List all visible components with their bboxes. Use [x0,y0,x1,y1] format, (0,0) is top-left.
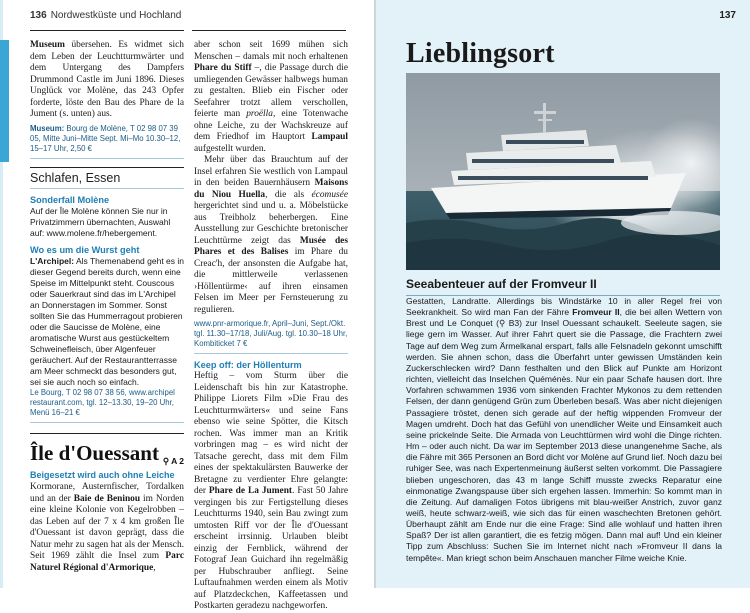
museum-paragraph [30,40,184,121]
left-page-number: 136 [30,10,47,21]
museum-info [30,121,184,159]
island-title [30,433,184,466]
italic-text: proëlla [246,109,273,119]
sub-heading-jument: Keep off: der Höllenturm [194,360,302,370]
bold-text: Phare du Stiff [194,63,252,73]
island-title-text: Île d'Ouessant [30,441,159,466]
text: aufgestellt wurden. [194,143,266,154]
island-text: im Norden eine kleine Kolonie von Kegelrobben – das Leben auf der 7 x 4 km großen Île d'Ouessant ist davon geprägt, dass die Natur mehr zu sagen hat als der Mensch. Seit 1969 zählt die Insel zum [30,493,184,562]
text: . Fast 50 Jahre vergingen bis zur Fertigstellung dieses Leuchtturms 1940, sein Bau zwingt zum umtosten Riff vor der Île d'Ouessant erscheint irrsinnig. Urlauben bleibt einzig der Fernblick, während der Fotograf Jean Guichard ihn regelmäßig per Hubschrauber anfliegt. Seine Luftaufnahmen werden einem als Motiv auf Platzdeckchen, Kaffeetassen und Postkarten geradezu nachgeworfen. [194,486,348,612]
ferry-text-part: Gestatten, Landratte. Allerdings bis Windstärke 10 in aller Regel frei von Seekrankheit. So wird man Fan der Fähre [406,296,722,318]
sub-heading-sausage: Wo es um die Wurst geht [30,244,140,255]
museum-info-text: Bourg de Molène, T 02 98 07 39 05, Mitte Juni–Mitte Sept. Mi–Mo 10.30–12, 15–17 Uhr, 2,50 € [30,123,181,153]
museum-phares-paragraph [194,155,348,316]
text: Heftig – vom Sturm über die Leidenschaft bis hin zur Katastrophe. Philippe Liorets Film »Die Frau des Leuchtturmwärters« und seine Fans ebenso wie seine Spötter, die Kitsch rochen. Was immer man an Kritik vorbringen mag – es wird nicht der Tatsache gerecht, dass mit dem Film eines der spektakulärsten Bauwerke der Bretagne zu verdienter Ehre gelangte: der [194,371,348,497]
museum-lead: Museum [30,40,65,50]
bold-text: Maisons du Niou Huella [194,178,348,200]
archipel-text [30,256,184,388]
text: , eine Totenwache ohne Leiche, zu der Wachskreuze auf dem Friedhof im Hauptort [194,109,348,142]
left-column-b [194,40,348,613]
ferry-text [406,296,722,564]
museum-info-label: Museum: [30,123,65,133]
left-column-a [30,40,184,574]
ferry-heading: Seeabenteuer auf der Fromveur II [406,277,720,296]
molene-text: Auf der Île Molène können Sie nur in Privatzimmern übernachten, Auswahl auf: www.molene.fr/hebergement. [30,205,171,238]
bold-text: Phare de La Jument [208,486,293,497]
bold-text: Lampaul [311,132,348,142]
sub-heading-molene: Sonderfall Molène [30,194,110,205]
italic-text: écomusée [311,189,348,200]
island-bold: Baie de Beninou [73,493,141,504]
map-ref-icon: ⚲ A 2 [162,456,184,467]
left-chapter-title: Nordwestküste und Hochland [50,10,182,21]
bold-text: Musée des Phares et des Balises [194,235,348,257]
text: , die als [265,189,312,200]
archipel-info: Le Bourg, T 02 98 07 38 56, www.archipel restaurant.com, tgl. 12–13.30, 19–20 Uhr, Menü 16–21 € [30,388,184,423]
island-text: Kormorane, Austernfischer, Tordalken und an der [30,482,184,504]
ferry-in-heavy-sea-photo [406,73,720,270]
ferry-name: Fromveur II [572,307,620,318]
text: aber schon seit 1699 mühen sich Menschen – damals mit noch erhaltenen [194,40,348,62]
text: Mehr über das Brauchtum auf der Insel erfahren Sie westlich von Lampaul in den beiden Bauernhäusern [194,155,348,188]
right-page-number: 137 [719,10,736,21]
left-running-head [30,10,181,21]
island-text: , [153,562,156,573]
favorite-place-title: Lieblingsort [406,38,555,69]
archipel-lead: L'Archipel: [30,256,75,267]
text: im Phare du Creac'h, der ansonsten die Aufgabe hat, die mittlerweile verlassenen ›Höllentürme‹ auf ihren einsamen Felsen im Meer per Fernsteuerung zu regulieren. [194,247,348,315]
left-page [0,0,374,612]
archipel-body: Als Themenabend geht es in dieser Gegend bereits durch, wenn eine Speise im Mittelpunkt steht. Couscous oder Sauerkraut sind das im L'Archipel an Donnerstagen im Sommer. Sonst sollten Sie das Hummerragout probieren oder die Saucisse de Molène, eine aromatische Wurst aus gestückeltem Schweinefleisch, über Algenfeuer geräuchert. Auf der Restaurantterrasse am Meer schmeckt das besonders gut, sei sie auch noch so einfach. [30,256,185,388]
museum-text: übersehen. Es widmet sich dem Leben der Leuchtturmwärter und dem Untergang des Dampfers Drummond Castle im Juni 1896. Dieses Unglück vor Molène, das 243 Opfer forderte, löste den Bau des Phare de la Jument (s. unten) aus. [30,40,184,119]
jument-paragraph [194,371,348,613]
text: hergerichtet sind und u. a. Möbelstücke aus Treibholz beherbergen. Eine Ausstellung zur Geschichte bretonischer Leuchttürme zeigt das [194,201,348,246]
chapter-edge-tab [0,40,9,162]
island-paragraph [30,482,184,574]
stiff-paragraph [194,40,348,155]
ferry-text-part: , die bei allen Wettern von Brest und Le Conquet (⚲ B3) zur Insel Ouessant schaukelt. Seeleute sagen, sie liege gern im Wasser. Auf ihrer Fahrt quert sie die Passage, die Frachtern zwei Tage auf dem Weg zum Ärmelkanal erspart, falls alle Felsnadeln gekonnt umschifft werden. Sie ahnen schon, dass die Überfahrt unter gewissen Umständen kein Zuckerschlecken wird? Dann festhalten und den Blick auf Punkte am Horizont richten, vielleicht das Inselchen Quéménès. Nur ein paar Schafe hausen dort. Ihre Vorfahren schwammen 1936 vom sinkenden Frachter Mykonos zu dem rettenden Felsen, der dann genügend Grün zum Überleben besaß. Was aber nicht diejenigen Passagiere tröstet, denen sich gerade auf der heftig wippenden Fromveur der Magen umdreht. Doch hat das Gefühl von unendlicher Weite und Einsamkeit auch seine prickelnde Seite. Die Armada von Leuchttürmen wird wohl die Dinge richten. Hm – oder auch nicht. Da war im September 2013 diese unangenehme Sache, als die Fähre mit 365 Personen an Bord dicht vor Molène auf Grund lief. Noch dazu bei ruhiger See, was nach Expertenmeinung äußerst selten vorkommt. Die Passagiere blieben ungeschoren, das 43 m lange Schiff musste zwecks Reparatur eine einmonatige Zwangspause über sich ergehen lassen. Immerhin: So kommt man in die Zeitung. Auf damaligen Fotos übrigens mit blau-weißer Anstrich, zuvor ganz weiß, heute schwarz-weiß, wie sich das für einen waschechten Bretonen gehört. Überhaupt zählt am Ende nur die eine Frage: Sind alle wohlauf und hatten ihren Spaß? Der ist allen garantiert, die es fetzig mögen. Dann mal auf! Und ein kleiner Tipp zum Abschluss: Suchen Sie im Internet nicht nach »Fromveur II dans la tempête«. Man kriegt schon beim Anschauen mancher Filme weiche Knie. [406,307,723,563]
phares-info: www.pnr-armorique.fr, April–Juni, Sept./Okt. tgl. 11.30–17/18, Juli/Aug. tgl. 10.30–18 Uhr, Kombiticket 7 € [194,316,348,354]
island-subheading: Beigesetzt wird auch ohne Leiche [30,470,175,481]
header-rule [192,30,346,31]
island-bold: Parc Naturel Régional d'Armorique [30,551,184,573]
text: –, die Passage durch die umliegenden Gewässer halbwegs human zu gestalten. Blieb ein Fischer oder Seefahrer trotzt allem verschollen, feierte man [194,63,348,119]
ferry-photo [406,73,720,270]
section-sleep-eat: Schlafen, Essen [30,167,184,189]
header-rule [30,30,184,31]
